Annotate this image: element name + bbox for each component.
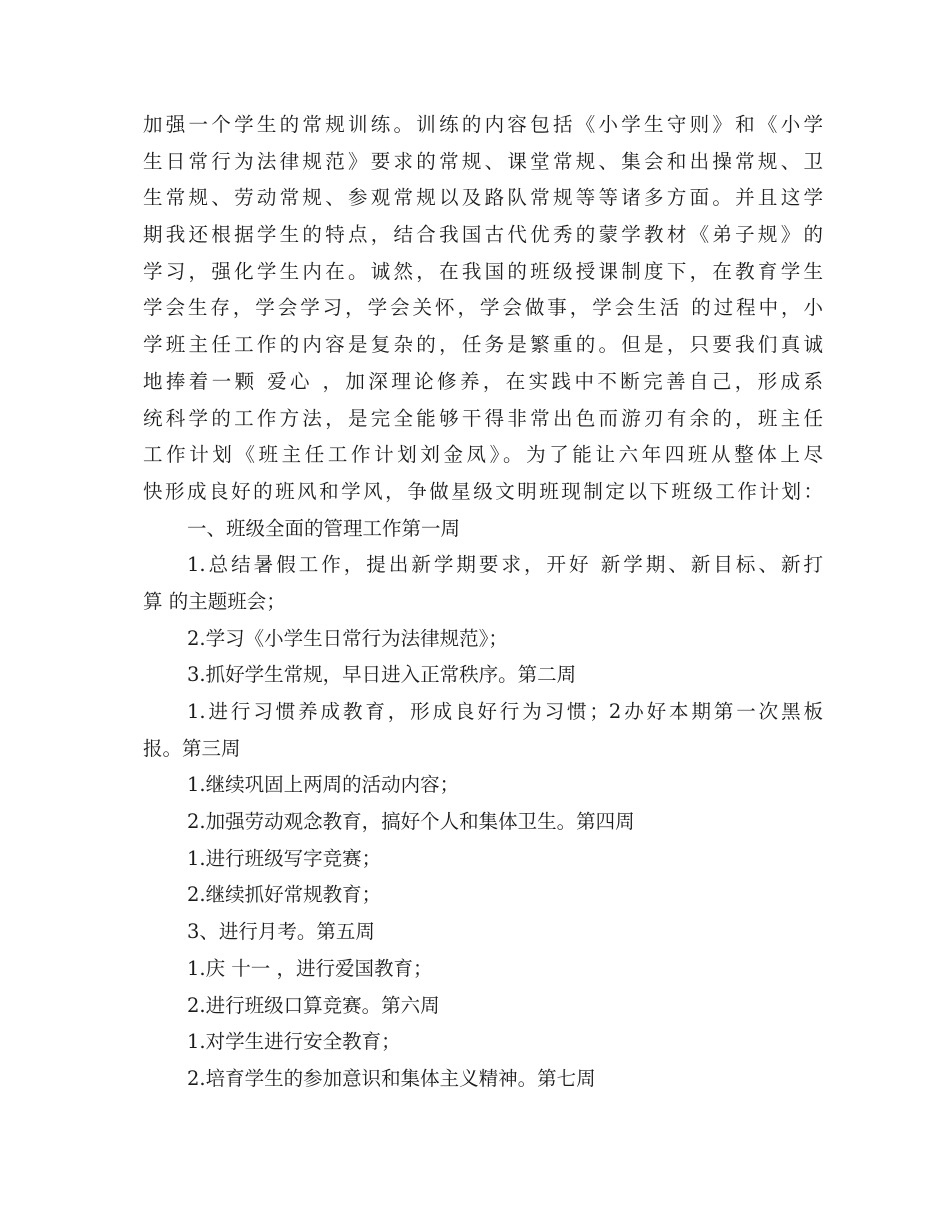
- list-item: 1.进行班级写字竞赛；: [187, 846, 382, 870]
- list-item: 2.继续抓好常规教育；: [187, 883, 382, 907]
- paragraph-line: 地捧着一颗 爱心 ，加深理论修养，在实践中不断完善自己，形成系: [143, 369, 823, 393]
- document-body: [143, 107, 823, 1098]
- paragraph-line: 加强一个学生的常规训练。训练的内容包括《小学生守则》和《小学: [143, 113, 823, 136]
- list-item: 3.抓好学生常规，早日进入正常秩序。第二周: [187, 663, 577, 687]
- list-item: 1.庆 十一 ，进行爱国教育；: [187, 956, 433, 980]
- paragraph-line: 学会生存，学会学习，学会关怀，学会做事，学会生活 的过程中，小: [143, 296, 823, 320]
- paragraph-line: 统科学的工作方法，是完全能够干得非常出色而游刃有余的，班主任: [143, 406, 823, 430]
- list-item: 3、进行月考。第五周: [187, 920, 375, 944]
- list-item: 1.总结暑假工作，提出新学期要求，开好 新学期、新目标、新打: [187, 553, 823, 577]
- paragraph-line: 期我还根据学生的特点，结合我国古代优秀的蒙学教材《弟子规》的: [143, 223, 823, 247]
- list-item: 1.对学生进行安全教育；: [187, 1030, 401, 1054]
- list-item-continuation: 报。第三周: [143, 736, 241, 760]
- list-item-continuation: 算 的主题班会；: [143, 589, 286, 613]
- paragraph-line: 学习，强化学生内在。诚然，在我国的班级授课制度下，在教育学生: [143, 259, 823, 283]
- list-item: 1.进行习惯养成教育，形成良好行为习惯；2办好本期第一次黑板: [187, 700, 823, 723]
- list-item: 2.学习《小学生日常行为法律规范》；: [187, 626, 508, 650]
- list-item: 2.培育学生的参加意识和集体主义精神。第七周: [187, 1066, 596, 1090]
- section-heading: 一、班级全面的管理工作第一周: [187, 516, 461, 540]
- list-item: 2.进行班级口算竞赛。第六周: [187, 993, 440, 1017]
- list-item: 2.加强劳动观念教育，搞好个人和集体卫生。第四周: [187, 810, 635, 834]
- paragraph-line: 学班主任工作的内容是复杂的，任务是繁重的。但是，只要我们真诚: [143, 333, 823, 357]
- paragraph-line: 快形成良好的班风和学风，争做星级文明班现制定以下班级工作计划：: [143, 479, 823, 503]
- list-item: 1.继续巩固上两周的活动内容；: [187, 773, 460, 797]
- paragraph-line: 工作计划《班主任工作计划刘金凤》。为了能让六年四班从整体上尽: [143, 443, 823, 467]
- paragraph-line: 生常规、劳动常规、参观常规以及路队常规等等诸多方面。并且这学: [143, 186, 823, 210]
- paragraph-line: 生日常行为法律规范》要求的常规、课堂常规、集会和出操常规、卫: [143, 149, 823, 173]
